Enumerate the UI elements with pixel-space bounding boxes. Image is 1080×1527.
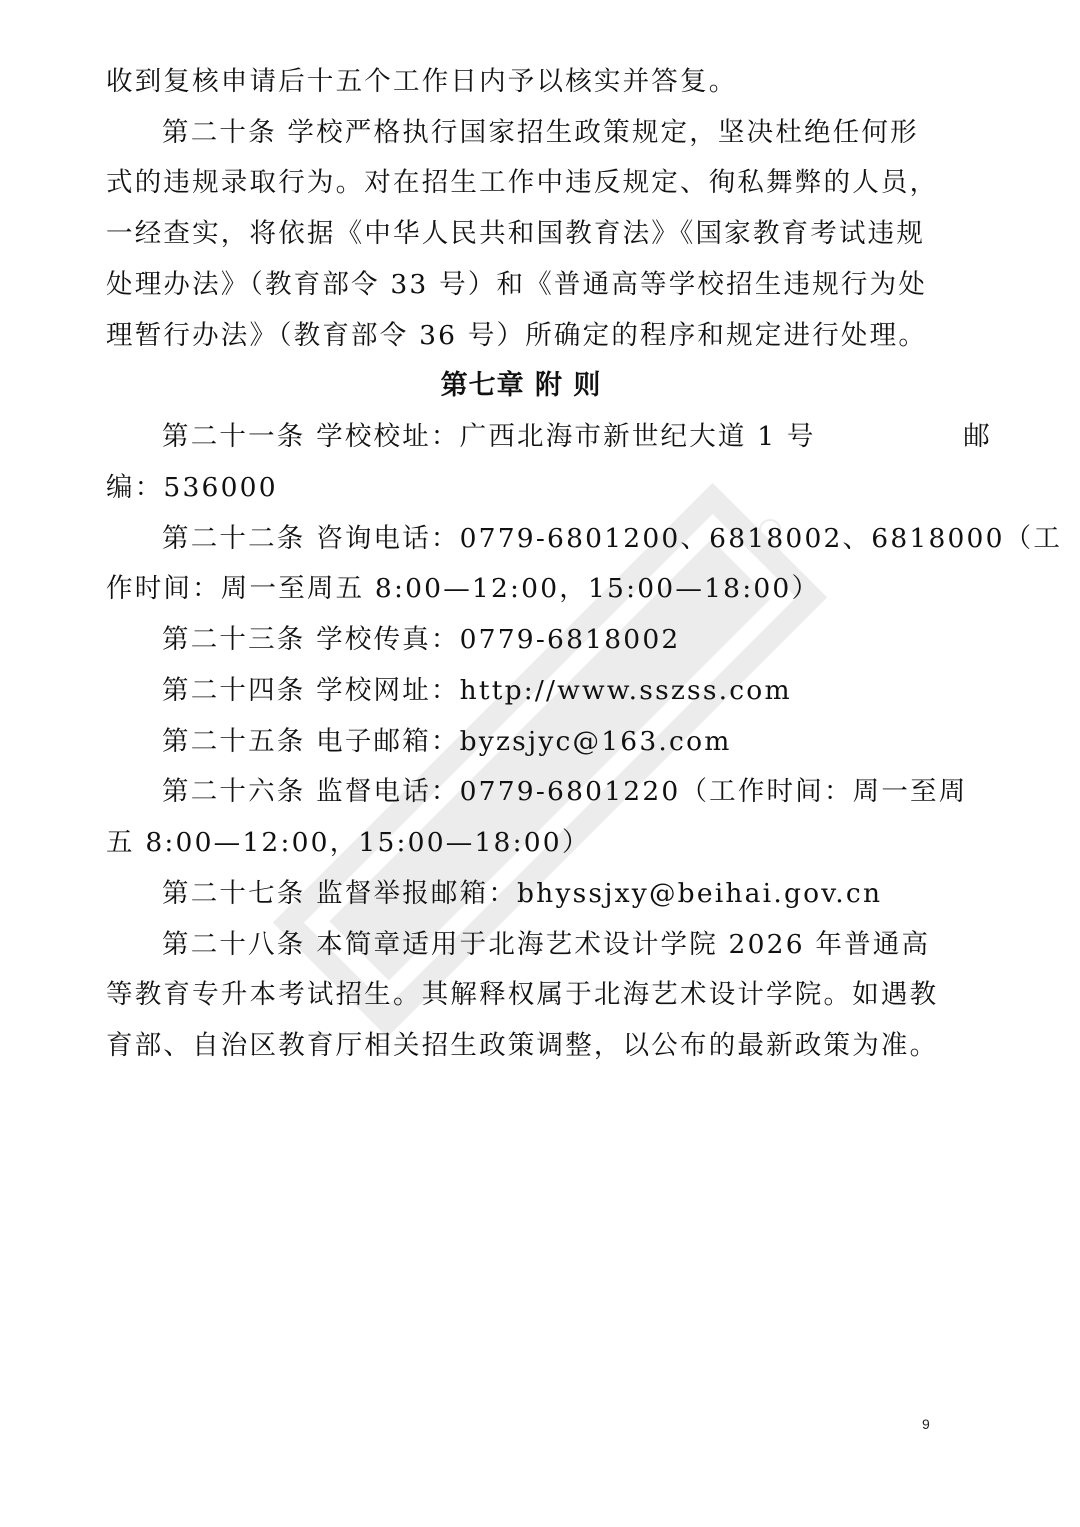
page-number: 9 <box>922 1416 930 1432</box>
article-21-address: 第二十一条 学校校址：广西北海市新世纪大道 1 号 <box>162 421 816 452</box>
article-28-line: 等教育专升本考试招生。其解释权属于北海艺术设计学院。如遇教 <box>106 979 939 1010</box>
article-21-line <box>106 415 992 459</box>
article-20-line: 式的违规录取行为。对在招生工作中违反规定、徇私舞弊的人员， <box>106 167 939 198</box>
article-22-line: 第二十二条 咨询电话：0779-6801200、6818002、6818000（工 <box>162 523 1063 554</box>
article-23-line: 第二十三条 学校传真：0779-6818002 <box>162 624 681 655</box>
article-22-line: 作时间：周一至周五 8:00—12:00，15:00—18:00） <box>106 573 821 604</box>
article-26-line: 五 8:00—12:00，15:00—18:00） <box>106 827 591 858</box>
article-20-line: 第二十条 学校严格执行国家招生政策规定，坚决杜绝任何形 <box>162 117 919 148</box>
article-27-line: 第二十七条 监督举报邮箱：bhyssjxy@beihai.gov.cn <box>162 878 883 909</box>
article-26-line: 第二十六条 监督电话：0779-6801220（工作时间：周一至周 <box>162 776 968 807</box>
article-20-line: 一经查实，将依据《中华人民共和国教育法》《国家教育考试违规 <box>106 218 926 249</box>
article-24-line: 第二十四条 学校网址：http://www.sszss.com <box>162 675 792 706</box>
article-25-line: 第二十五条 电子邮箱：byzsjyc@163.com <box>162 726 732 757</box>
article-21-postcode-label: 邮 <box>963 421 992 452</box>
article-20-line: 处理办法》（教育部令 33 号）和《普通高等学校招生违规行为处 <box>106 269 928 300</box>
article-28-line: 育部、自治区教育厅相关招生政策调整，以公布的最新政策为准。 <box>106 1030 939 1061</box>
article-21-line: 编：536000 <box>106 472 278 503</box>
chapter-heading: 第七章 附 则 <box>440 370 602 401</box>
paragraph-line: 收到复核申请后十五个工作日内予以核实并答复。 <box>106 66 738 97</box>
article-28-line: 第二十八条 本简章适用于北海艺术设计学院 2026 年普通高 <box>162 929 931 960</box>
article-20-line: 理暂行办法》（教育部令 36 号）所确定的程序和规定进行处理。 <box>106 320 928 351</box>
